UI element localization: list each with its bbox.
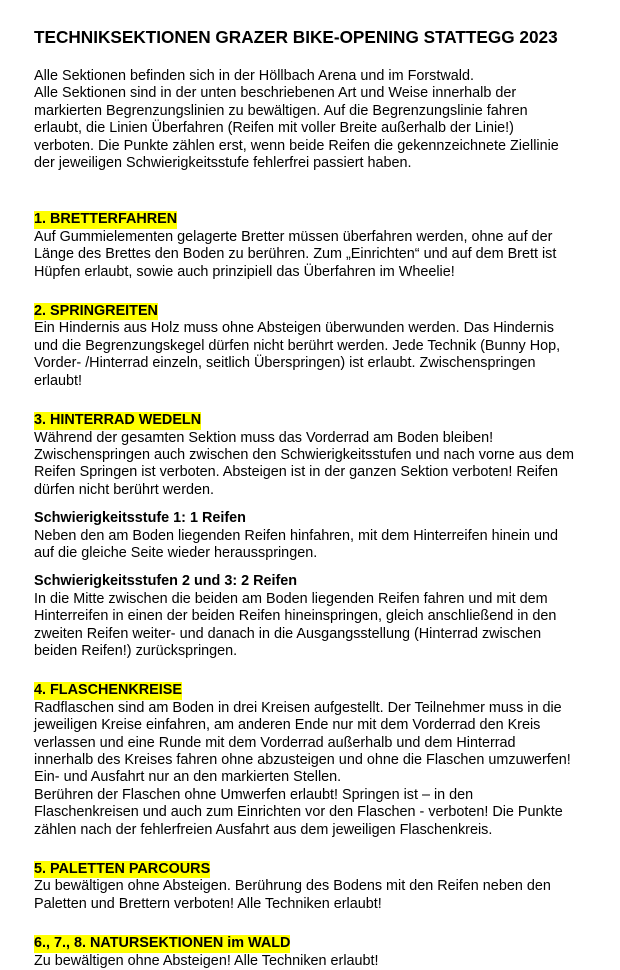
intro-line: verboten. Die Punkte zählen erst, wenn beide Reifen die gekennzeichnete Ziellinie bbox=[34, 137, 559, 154]
section-line: Ein Hindernis aus Holz muss ohne Absteigen überwunden werden. Das Hindernis bbox=[34, 320, 554, 337]
section-line: Radflaschen sind am Boden in drei Kreisen aufgestellt. Der Teilnehmer muss in die bbox=[34, 699, 562, 716]
subsection-heading: Schwierigkeitsstufe 1: 1 Reifen bbox=[34, 510, 246, 527]
section-line: dürfen nicht berührt werden. bbox=[34, 481, 214, 498]
subsection-line: In die Mitte zwischen die beiden am Boden liegenden Reifen fahren und mit dem bbox=[34, 590, 548, 607]
section-line: Länge des Brettes den Boden zu berühren. Zum „Einrichten“ und auf dem Brett ist bbox=[34, 246, 557, 263]
section-line: innerhalb des Kreises fahren ohne abzusteigen und ohne die Flaschen umzuwerfen! bbox=[34, 752, 571, 768]
section-bretterfahren bbox=[34, 210, 594, 281]
section-line: Während der gesamten Sektion muss das Vorderrad am Boden bleiben! bbox=[34, 429, 494, 446]
section-heading: 5. PALETTEN PARCOURS bbox=[34, 861, 211, 878]
page-title: TECHNIKSEKTIONEN GRAZER BIKE-OPENING STATTEGG 2023 bbox=[34, 27, 558, 47]
subsection-stufe-2-3 bbox=[34, 573, 594, 660]
section-line: Auf Gummielementen gelagerte Bretter müssen überfahren werden, ohne auf der bbox=[34, 228, 553, 245]
subsection-line: zweiten Reifen weiter- und danach in die Ausgangsstellung (Hinterrad zwischen bbox=[34, 625, 542, 642]
section-line: Zwischenspringen auch zwischen den Schwierigkeitsstufen und nach vorne aus dem bbox=[34, 446, 574, 463]
subsection-line: auf die gleiche Seite wieder herausspringen. bbox=[34, 544, 318, 561]
intro-line: markierten Begrenzungslinien zu bewältigen. Auf die Begrenzungslinie fahren bbox=[34, 102, 528, 119]
section-line: und die Begrenzungskegel dürfen nicht berührt werden. Jede Technik (Bunny Hop, bbox=[34, 337, 561, 354]
section-line: Ein- und Ausfahrt nur an den markierten Stellen. bbox=[34, 769, 342, 786]
intro-line: erlaubt, die Linien Überfahren (Reifen mit voller Breite außerhalb der Linie!) bbox=[34, 120, 514, 137]
section-heading: 2. SPRINGREITEN bbox=[34, 303, 158, 320]
intro-line: Alle Sektionen sind in der unten beschriebenen Art und Weise innerhalb der bbox=[34, 85, 517, 102]
section-heading: 4. FLASCHENKREISE bbox=[34, 682, 182, 699]
section-line: Flaschenkreisen und auch zum Einrichten vor den Flaschen - verboten! Die Punkte bbox=[34, 804, 563, 821]
document-page bbox=[34, 26, 594, 970]
section-line: zählen nach der fehlerfreien Ausfahrt aus dem jeweiligen Flaschenkreis. bbox=[34, 821, 493, 838]
subsection-heading: Schwierigkeitsstufen 2 und 3: 2 Reifen bbox=[34, 573, 298, 590]
section-heading: 6., 7., 8. NATURSEKTIONEN im WALD bbox=[34, 935, 291, 952]
section-natursektionen bbox=[34, 934, 594, 970]
subsection-line: beiden Reifen!) zurückspringen. bbox=[34, 642, 238, 659]
subsection-stufe-1 bbox=[34, 510, 594, 562]
subsection-line: Hinterreifen in einen der beiden Reifen hineinspringen, gleich anschließend in den bbox=[34, 608, 557, 625]
section-heading: 3. HINTERRAD WEDELN bbox=[34, 412, 202, 429]
section-line: Paletten und Brettern verboten! Alle Techniken erlaubt! bbox=[34, 895, 382, 912]
section-line: Zu bewältigen ohne Absteigen! Alle Techniken erlaubt! bbox=[34, 952, 379, 969]
section-hinterrad-wedeln bbox=[34, 411, 594, 660]
section-line: jeweiligen Kreise einfahren, am anderen Ende nur mit dem Vorderrad den Kreis bbox=[34, 717, 541, 734]
section-flaschenkreise bbox=[34, 681, 594, 839]
section-line: Reifen Springen ist verboten. Absteigen ist in der ganzen Sektion verboten! Reifen bbox=[34, 464, 558, 481]
section-springreiten bbox=[34, 302, 594, 390]
section-line: Hüpfen erlaubt, sowie auch prinzipiell das Überfahren im Wheelie! bbox=[34, 263, 455, 280]
section-line: Vorder- /Hinterrad einzeln, seitlich Überspringen) ist erlaubt. Zwischenspringen bbox=[34, 355, 536, 372]
section-line: Berühren der Flaschen ohne Umwerfen erlaubt! Springen ist – in den bbox=[34, 786, 474, 803]
intro-line: der jeweiligen Schwierigkeitsstufe fehlerfrei passiert haben. bbox=[34, 155, 412, 172]
intro-paragraph bbox=[34, 68, 594, 172]
section-heading: 1. BRETTERFAHREN bbox=[34, 211, 178, 228]
subsection-line: Neben den am Boden liegenden Reifen hinfahren, mit dem Hinterreifen hinein und bbox=[34, 527, 559, 544]
intro-line: Alle Sektionen befinden sich in der Höllbach Arena und im Forstwald. bbox=[34, 68, 474, 84]
section-line: verlassen und eine Runde mit dem Vorderrad außerhalb und dem Hinterrad bbox=[34, 734, 516, 751]
section-line: Zu bewältigen ohne Absteigen. Berührung des Bodens mit den Reifen neben den bbox=[34, 878, 551, 895]
section-paletten-parcours bbox=[34, 860, 594, 913]
section-line: erlaubt! bbox=[34, 372, 82, 389]
